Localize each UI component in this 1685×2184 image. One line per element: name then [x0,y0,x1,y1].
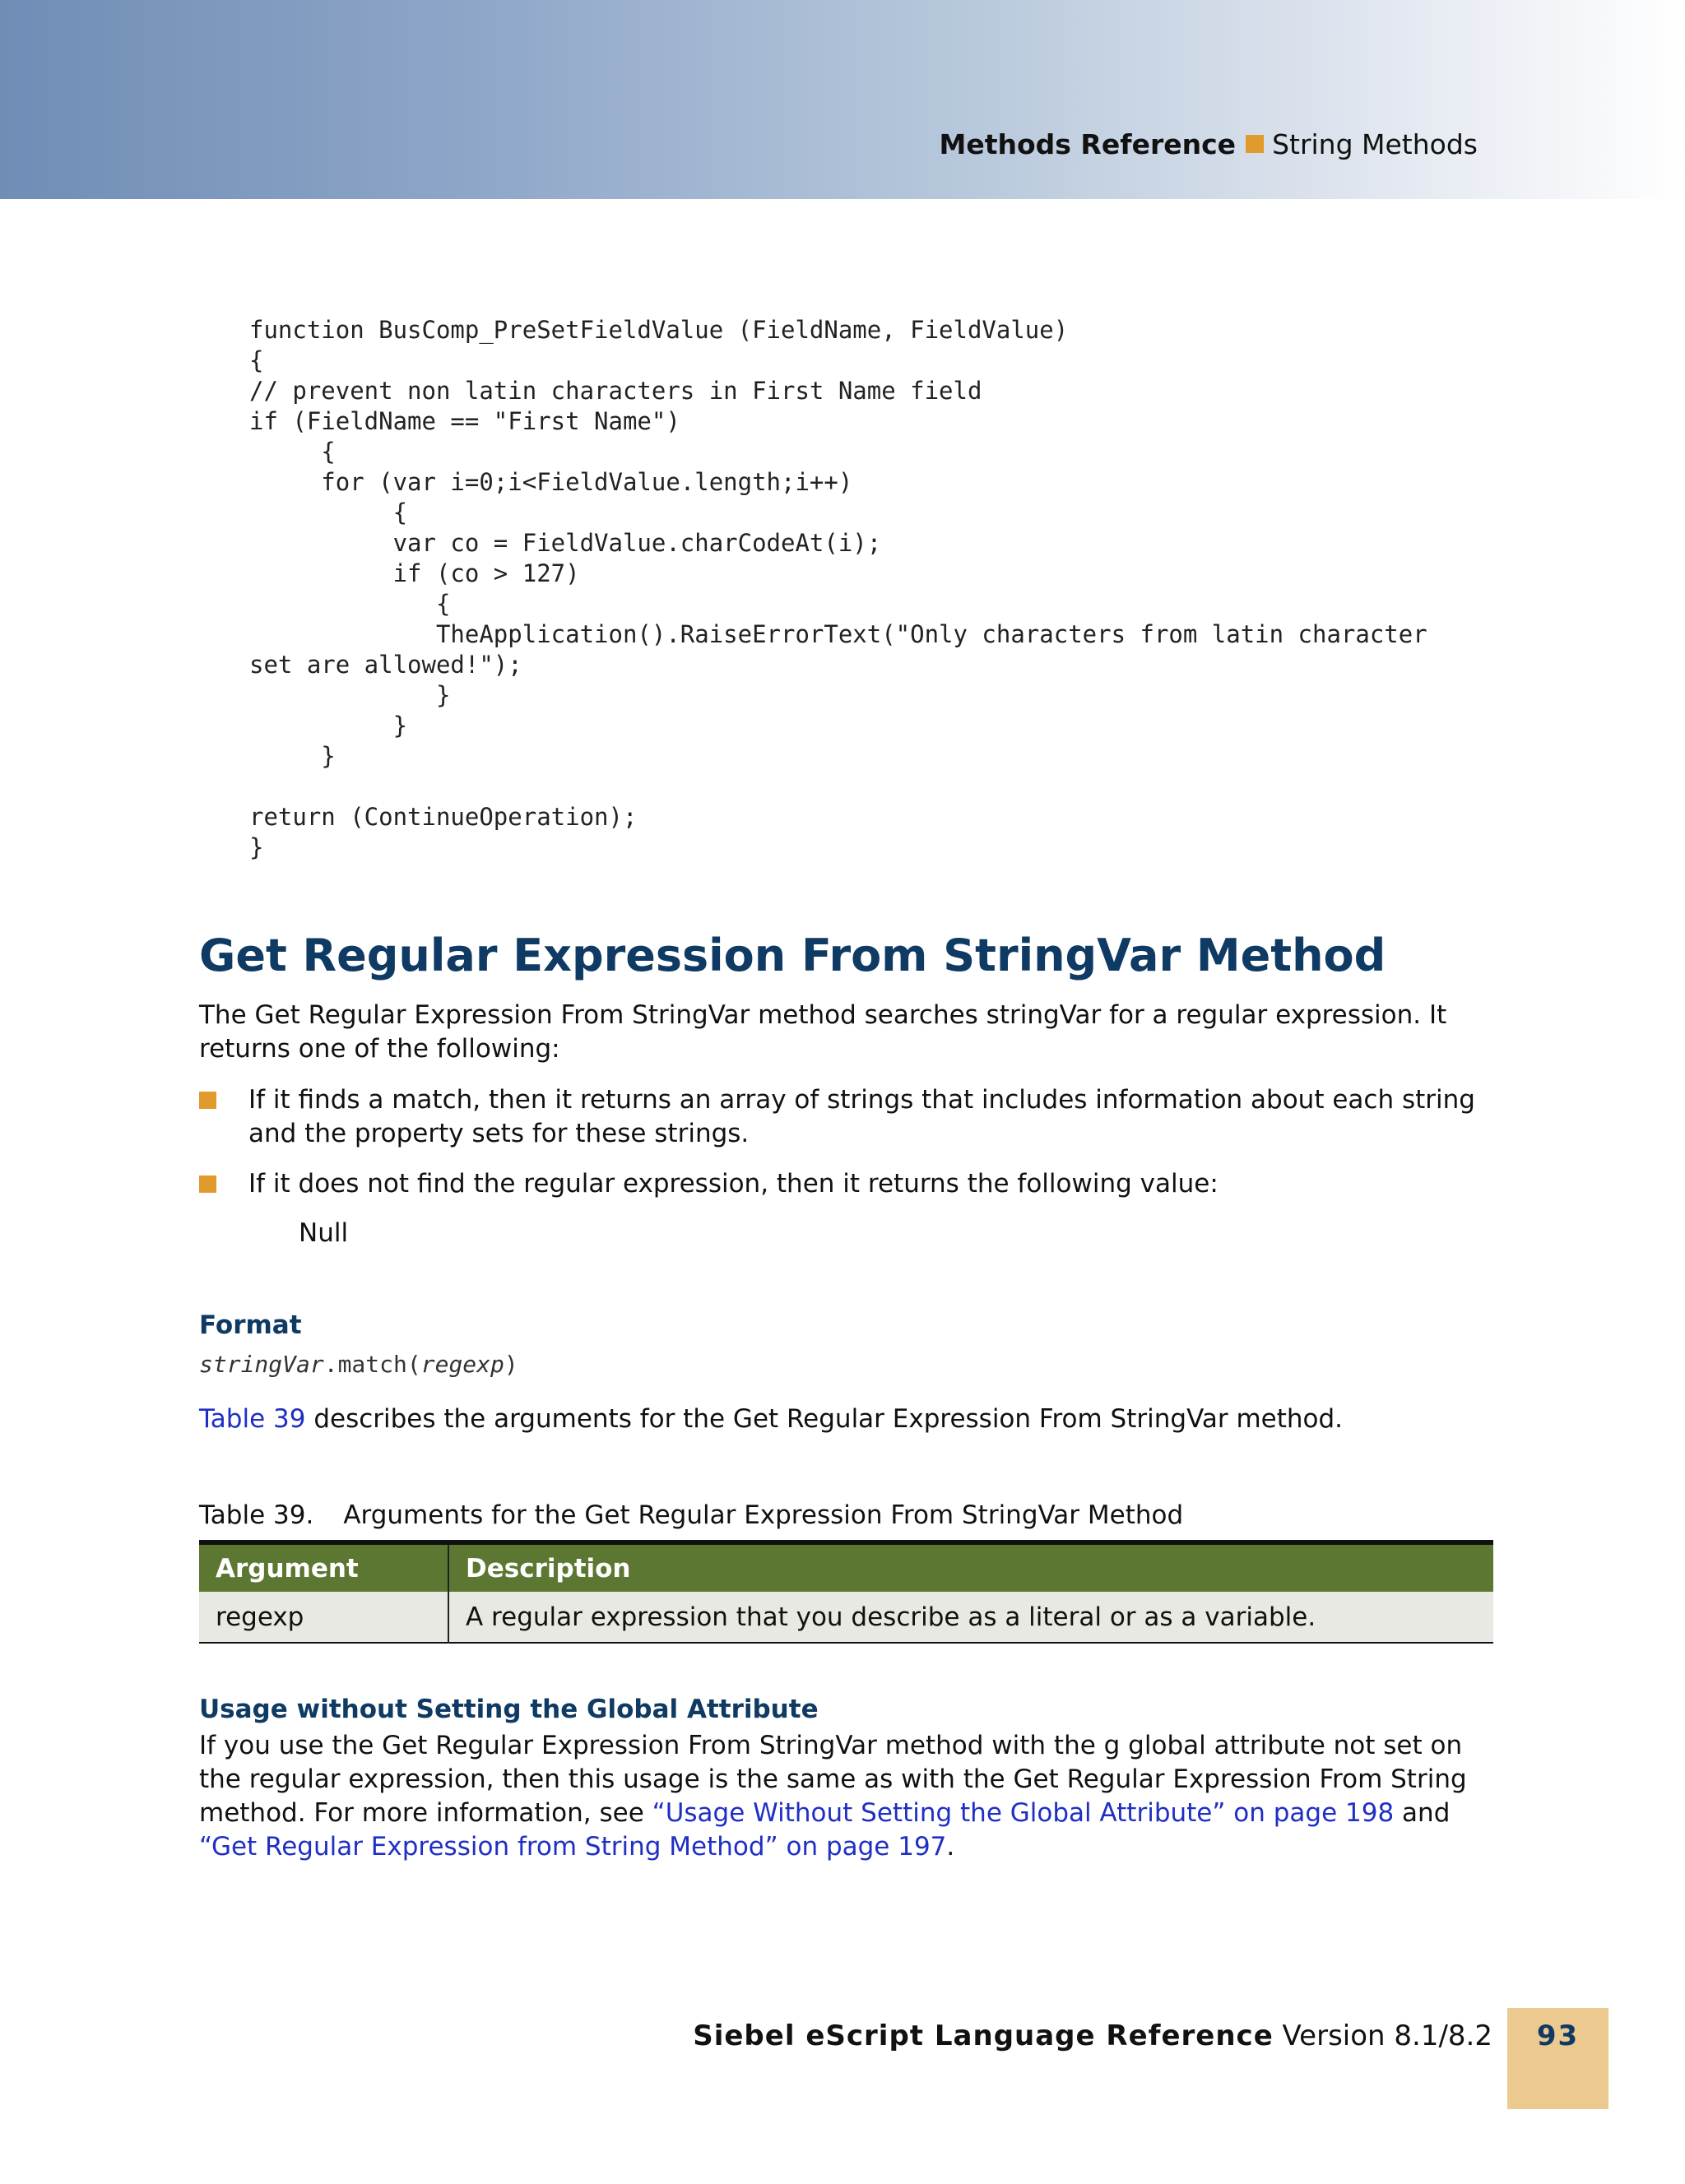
column-header-description: Description [448,1542,1493,1592]
table-caption-number: Table 39. [199,1500,314,1530]
list-item [199,1167,1491,1201]
table-reference [199,1403,1343,1436]
header-separator-icon [1246,135,1264,153]
format-object: stringVar [199,1351,324,1378]
list-item [199,1083,1491,1151]
usage-text-1: If you use the Get Regular Expression From StringVar method with the g global attribute not set on the regular expression, then this usage is the same as with the Get Regular Expression From String method. For more information, see [199,1731,1467,1828]
table-reference-text: describes the arguments for the Get Regular Expression From StringVar method. [305,1404,1344,1434]
usage-text-3: . [946,1832,955,1862]
list-item-text: If it finds a match, then it returns an array of strings that includes information about each string and the property sets for these strings. [248,1085,1475,1148]
table-caption-title: Arguments for the Get Regular Expression From StringVar Method [343,1500,1184,1530]
table-caption [199,1499,1183,1533]
get-regexp-from-string-link[interactable]: “Get Regular Expression from String Method” on page 197 [199,1832,947,1862]
footer-book-title: Siebel eScript Language Reference [693,2019,1274,2052]
format-syntax [199,1351,518,1378]
usage-without-global-link[interactable]: “Usage Without Setting the Global Attribute” on page 198 [652,1798,1395,1828]
table-row [199,1592,1493,1643]
format-close: ) [504,1351,518,1378]
table-39-link[interactable]: Table 39 [199,1404,306,1434]
usage-heading: Usage without Setting the Global Attribute [199,1695,819,1724]
column-header-argument: Argument [199,1542,448,1592]
bullet-square-icon [199,1092,216,1109]
return-values-list [199,1083,1491,1217]
format-heading: Format [199,1310,302,1340]
header-section: Methods Reference [939,128,1237,160]
header-subsection: String Methods [1272,128,1478,160]
table-cell-description: A regular expression that you describe as a literal or as a variable. [448,1592,1493,1643]
usage-paragraph [199,1729,1495,1864]
bullet-square-icon [199,1175,216,1193]
footer-version: Version 8.1/8.2 [1273,2019,1492,2052]
running-header [940,128,1478,160]
format-param: regexp [420,1351,504,1378]
footer-title [693,2008,1492,2052]
format-method: .match( [323,1351,421,1378]
arguments-table [199,1540,1493,1644]
page-footer [693,2008,1608,2109]
code-example: function BusComp_PreSetFieldValue (FieldName, FieldValue) { // prevent non latin characters in First Name field if (FieldName == "First Name") { for (var i=0;i<FieldValue.length;i++) { var co = FieldValue.charCodeAt(i); if (co > 127) { TheApplication().RaiseErrorText("Only characters from latin character set are allowed!"); } } } return (ContinueOperation); } [249,316,1427,861]
section-intro: The Get Regular Expression From StringVar method searches stringVar for a regular expression. It returns one of the following: [199,1000,1447,1064]
list-item-text: If it does not find the regular expression, then it returns the following value: [248,1169,1218,1199]
null-value: Null [299,1218,349,1248]
usage-text-2: and [1394,1798,1451,1828]
table-cell-argument: regexp [199,1592,448,1643]
page-number: 93 [1507,2008,1608,2109]
section-title: Get Regular Expression From StringVar Method [199,930,1386,981]
table-header-row [199,1542,1493,1592]
page-header-band [0,0,1685,199]
